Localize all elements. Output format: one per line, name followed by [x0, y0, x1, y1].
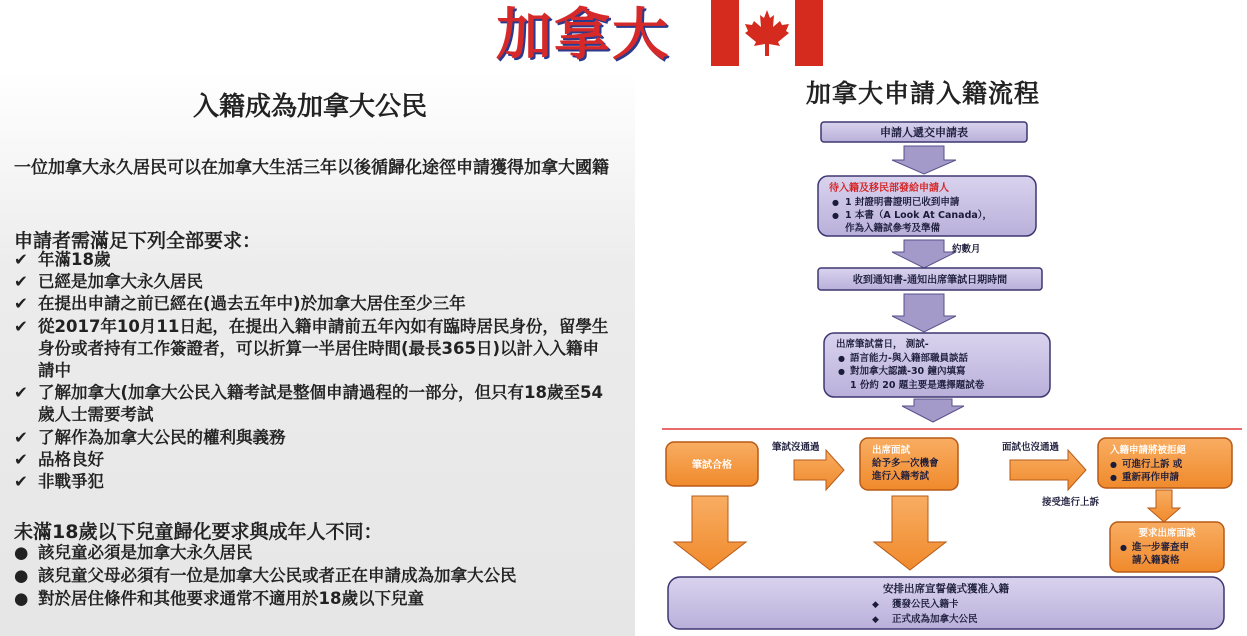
left-section-title: 入籍成為加拿大公民: [192, 92, 427, 122]
down-arrow-icon: [892, 240, 956, 268]
interview-line3: 進行入籍考試: [872, 471, 930, 482]
step2-heading: 待入籍及移民部發給申請人: [829, 183, 949, 194]
list-item: ● 該兒童必須是加拿大永久居民: [14, 543, 253, 562]
check-icon: ✔: [14, 472, 28, 492]
step4-item1: 語言能力-與入籍部職員談話: [850, 353, 968, 364]
final-heading: 安排出席宣誓儀式獲准入籍: [883, 583, 1009, 595]
step4-item3: 1 份約 20 題主要是選擇題試卷: [850, 380, 985, 391]
bullet-icon: ●: [1110, 460, 1117, 469]
reject-item1: 可進行上訴 或: [1122, 459, 1183, 470]
children-rules-list: [14, 541, 614, 610]
list-item: ● 對於居住條件和其他要求通常不適用於18歲以下兒童: [14, 589, 424, 608]
interview-line2: 給予多一次機會: [872, 458, 939, 469]
down-arrow-icon: [892, 294, 956, 332]
bullet-icon: ●: [832, 211, 839, 220]
appeal-label: 接受進行上訴: [1042, 497, 1100, 508]
list-item: ✔ 了解作為加拿大公民的權利與義務: [14, 427, 614, 449]
down-arrow-icon: [902, 399, 964, 422]
intro-paragraph: 一位加拿大永久居民可以在加拿大生活三年以後循歸化途徑申請獲得加拿大國籍: [14, 158, 609, 178]
list-item: ● 該兒童父母必須有一位是加拿大公民或者正在申請成為加拿大公民: [14, 566, 517, 585]
check-icon: ✔: [14, 294, 28, 314]
check-icon: ✔: [14, 316, 28, 336]
final-item2: 正式成為加拿大公民: [892, 614, 978, 625]
hearing-heading: 要求出席面談: [1138, 528, 1196, 539]
check-icon: ✔: [14, 449, 28, 469]
bullet-icon: ●: [14, 589, 29, 608]
requirements-heading: 申請者需滿足下列全部要求：: [14, 230, 262, 252]
step4-item2: 對加拿大認識-30 鐘內填寫: [850, 366, 966, 377]
list-item: ✔ 年滿18歲: [14, 249, 614, 271]
down-arrow-icon: [1148, 490, 1180, 522]
step2-item1: 1 封證明書證明已收到申請: [845, 197, 960, 208]
wait-label: 約數月: [952, 244, 981, 255]
hearing-item1b: 請入籍資格: [1132, 555, 1180, 566]
bullet-icon: ●: [1110, 473, 1117, 482]
step3-text: 收到通知書-通知出席筆試日期時間: [852, 275, 1008, 286]
flow-diagram: [646, 110, 1246, 634]
flow-title: 加拿大申請入籍流程: [806, 79, 1041, 108]
check-icon: ✔: [14, 427, 28, 447]
pass-label: 筆試沒通過: [772, 442, 820, 453]
final-item1: 獲發公民入籍卡: [892, 599, 959, 610]
bullet-icon: ●: [832, 198, 839, 207]
list-item: ✔ 從2017年10月11日起，在提出入籍申請前五年內如有臨時居民身份，留學生身份或者持有工作簽證者，可以折算一半居住時間(最長365日)以計入入籍申請中: [14, 316, 609, 381]
bullet-icon: ●: [14, 566, 29, 585]
canada-flag-icon: [711, 0, 823, 66]
pass-box-text: 筆試合格: [692, 460, 732, 471]
bullet-icon: ●: [1120, 543, 1127, 552]
requirements-list: [14, 249, 614, 493]
bullet-icon: ●: [838, 354, 845, 363]
check-icon: ✔: [14, 250, 28, 269]
list-item: ✔ 在提出申請之前已經在(過去五年中)於加拿大居住至少三年: [14, 293, 614, 315]
down-arrow-icon: [674, 496, 746, 570]
list-item: ✔ 非戰爭犯: [14, 471, 614, 493]
list-item: ✔ 品格良好: [14, 449, 614, 471]
main-title: 加拿大: [496, 3, 670, 68]
bullet-icon: ●: [14, 543, 29, 562]
bullet-icon: ●: [838, 367, 845, 376]
step1-text: 申請人遞交申請表: [880, 126, 968, 139]
right-arrow-icon: [1010, 450, 1086, 490]
step4-heading: 出席筆試當日， 測試-: [836, 339, 929, 350]
right-arrow-icon: [794, 450, 844, 490]
list-item: ✔ 了解加拿大(加拿大公民入籍考試是整個申請過程的一部分，但只有18歲至54歲人士需要考試: [14, 383, 603, 425]
interview-line1: 出席面試: [872, 445, 911, 456]
reject-heading: 入籍申請將被拒絕: [1110, 445, 1187, 456]
down-arrow-icon: [892, 146, 956, 174]
step2-item2a: 1 本書（A Look At Canada），: [845, 210, 993, 221]
fail-label: 面試也沒通過: [1002, 442, 1060, 453]
diamond-icon: ◆: [872, 600, 879, 610]
children-heading: 未滿18歲以下兒童歸化要求與成年人不同：: [14, 521, 383, 543]
down-arrow-icon: [874, 496, 946, 570]
check-icon: ✔: [14, 383, 28, 403]
diamond-icon: ◆: [872, 615, 879, 625]
check-icon: ✔: [14, 272, 28, 292]
list-item: ✔ 已經是加拿大永久居民: [14, 271, 614, 293]
hearing-item1a: 進一步審查申: [1132, 542, 1190, 553]
reject-item2: 重新再作申請: [1122, 472, 1180, 483]
step2-item2b: 作為入籍試參考及準備: [845, 223, 941, 234]
